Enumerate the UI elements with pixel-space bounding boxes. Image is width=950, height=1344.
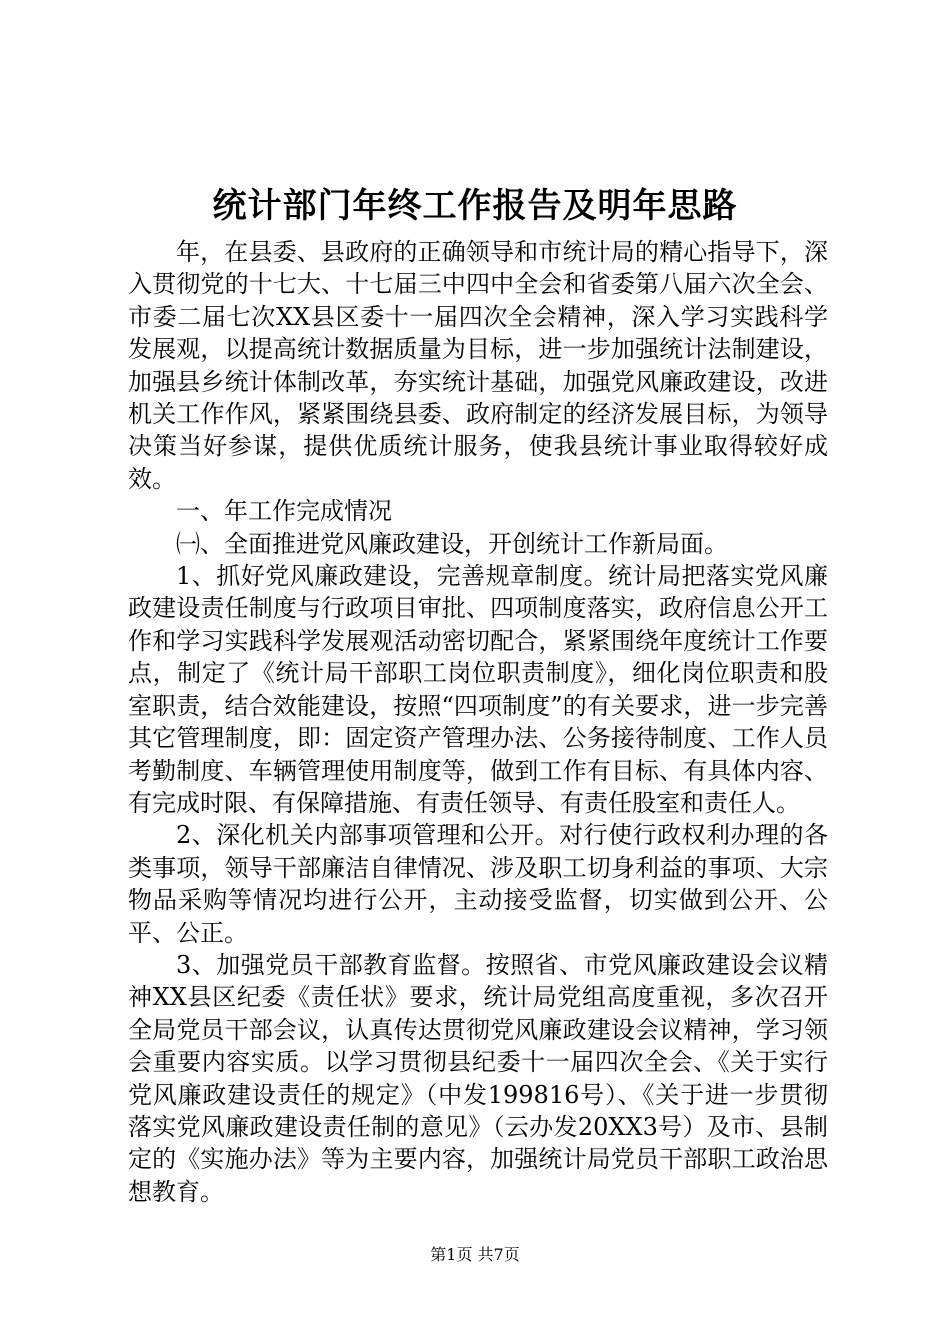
page-number-footer: 第1页 共7页: [430, 1245, 520, 1264]
document-title: 统计部门年终工作报告及明年思路: [212, 186, 738, 226]
paragraph-item-1: 1、抓好党风廉政建设，完善规章制度。统计局把落实党风廉政建设责任制度与行政项目审批、四项制度落实，政府信息公开工作和学习实践科学发展观活动密切配合，紧紧围绕年度统计工作要点，制定了《统计局干部职工岗位职责制度》，细化岗位职责和股室职责，结合效能建设，按照“四项制度”的有关要求，进一步完善其它管理制度，即：固定资产管理办法、公务接待制度、工作人员考勤制度、车辆管理使用制度等，做到工作有目标、有具体内容、有完成时限、有保障措施、有责任领导、有责任股室和责任人。: [128, 562, 828, 817]
paragraph-intro: 年，在县委、县政府的正确领导和市统计局的精心指导下，深入贯彻党的十七大、十七届三中四中全会和省委第八届六次全会、市委二届七次XX县区委十一届四次全会精神，深入学习实践科学发展观，以提高统计数据质量为目标，进一步加强统计法制建设，加强县乡统计体制改革，夯实统计基础，加强党风廉政建设，改进机关工作作风，紧紧围绕县委、政府制定的经济发展目标，为领导决策当好参谋，提供优质统计服务，使我县统计事业取得较好成效。: [128, 238, 828, 493]
section-heading: 一、年工作完成情况: [176, 497, 392, 526]
document-body: [128, 236, 828, 1208]
paragraph-item-3: 3、加强党员干部教育监督。按照省、市党风廉政建设会议精神XX县区纪委《责任状》要求，统计局党组高度重视，多次召开全局党员干部会议，认真传达贯彻党风廉政建设会议精神，学习领会重要内容实质。以学习贯彻县纪委十一届四次全会、《关于实行党风廉政建设责任的规定》（中发199816号）、《关于进一步贯彻落实党风廉政建设责任制的意见》（云办发20XX3号）及市、县制定的《实施办法》等为主要内容，加强统计局党员干部职工政治思想教育。: [128, 950, 828, 1206]
paragraph-item-2: 2、深化机关内部事项管理和公开。对行使行政权利办理的各类事项，领导干部廉洁自律情况、涉及职工切身利益的事项、大宗物品采购等情况均进行公开，主动接受监督，切实做到公开、公平、公正。: [128, 821, 828, 947]
subsection-heading: ㈠、全面推进党风廉政建设，开创统计工作新局面。: [176, 529, 728, 558]
